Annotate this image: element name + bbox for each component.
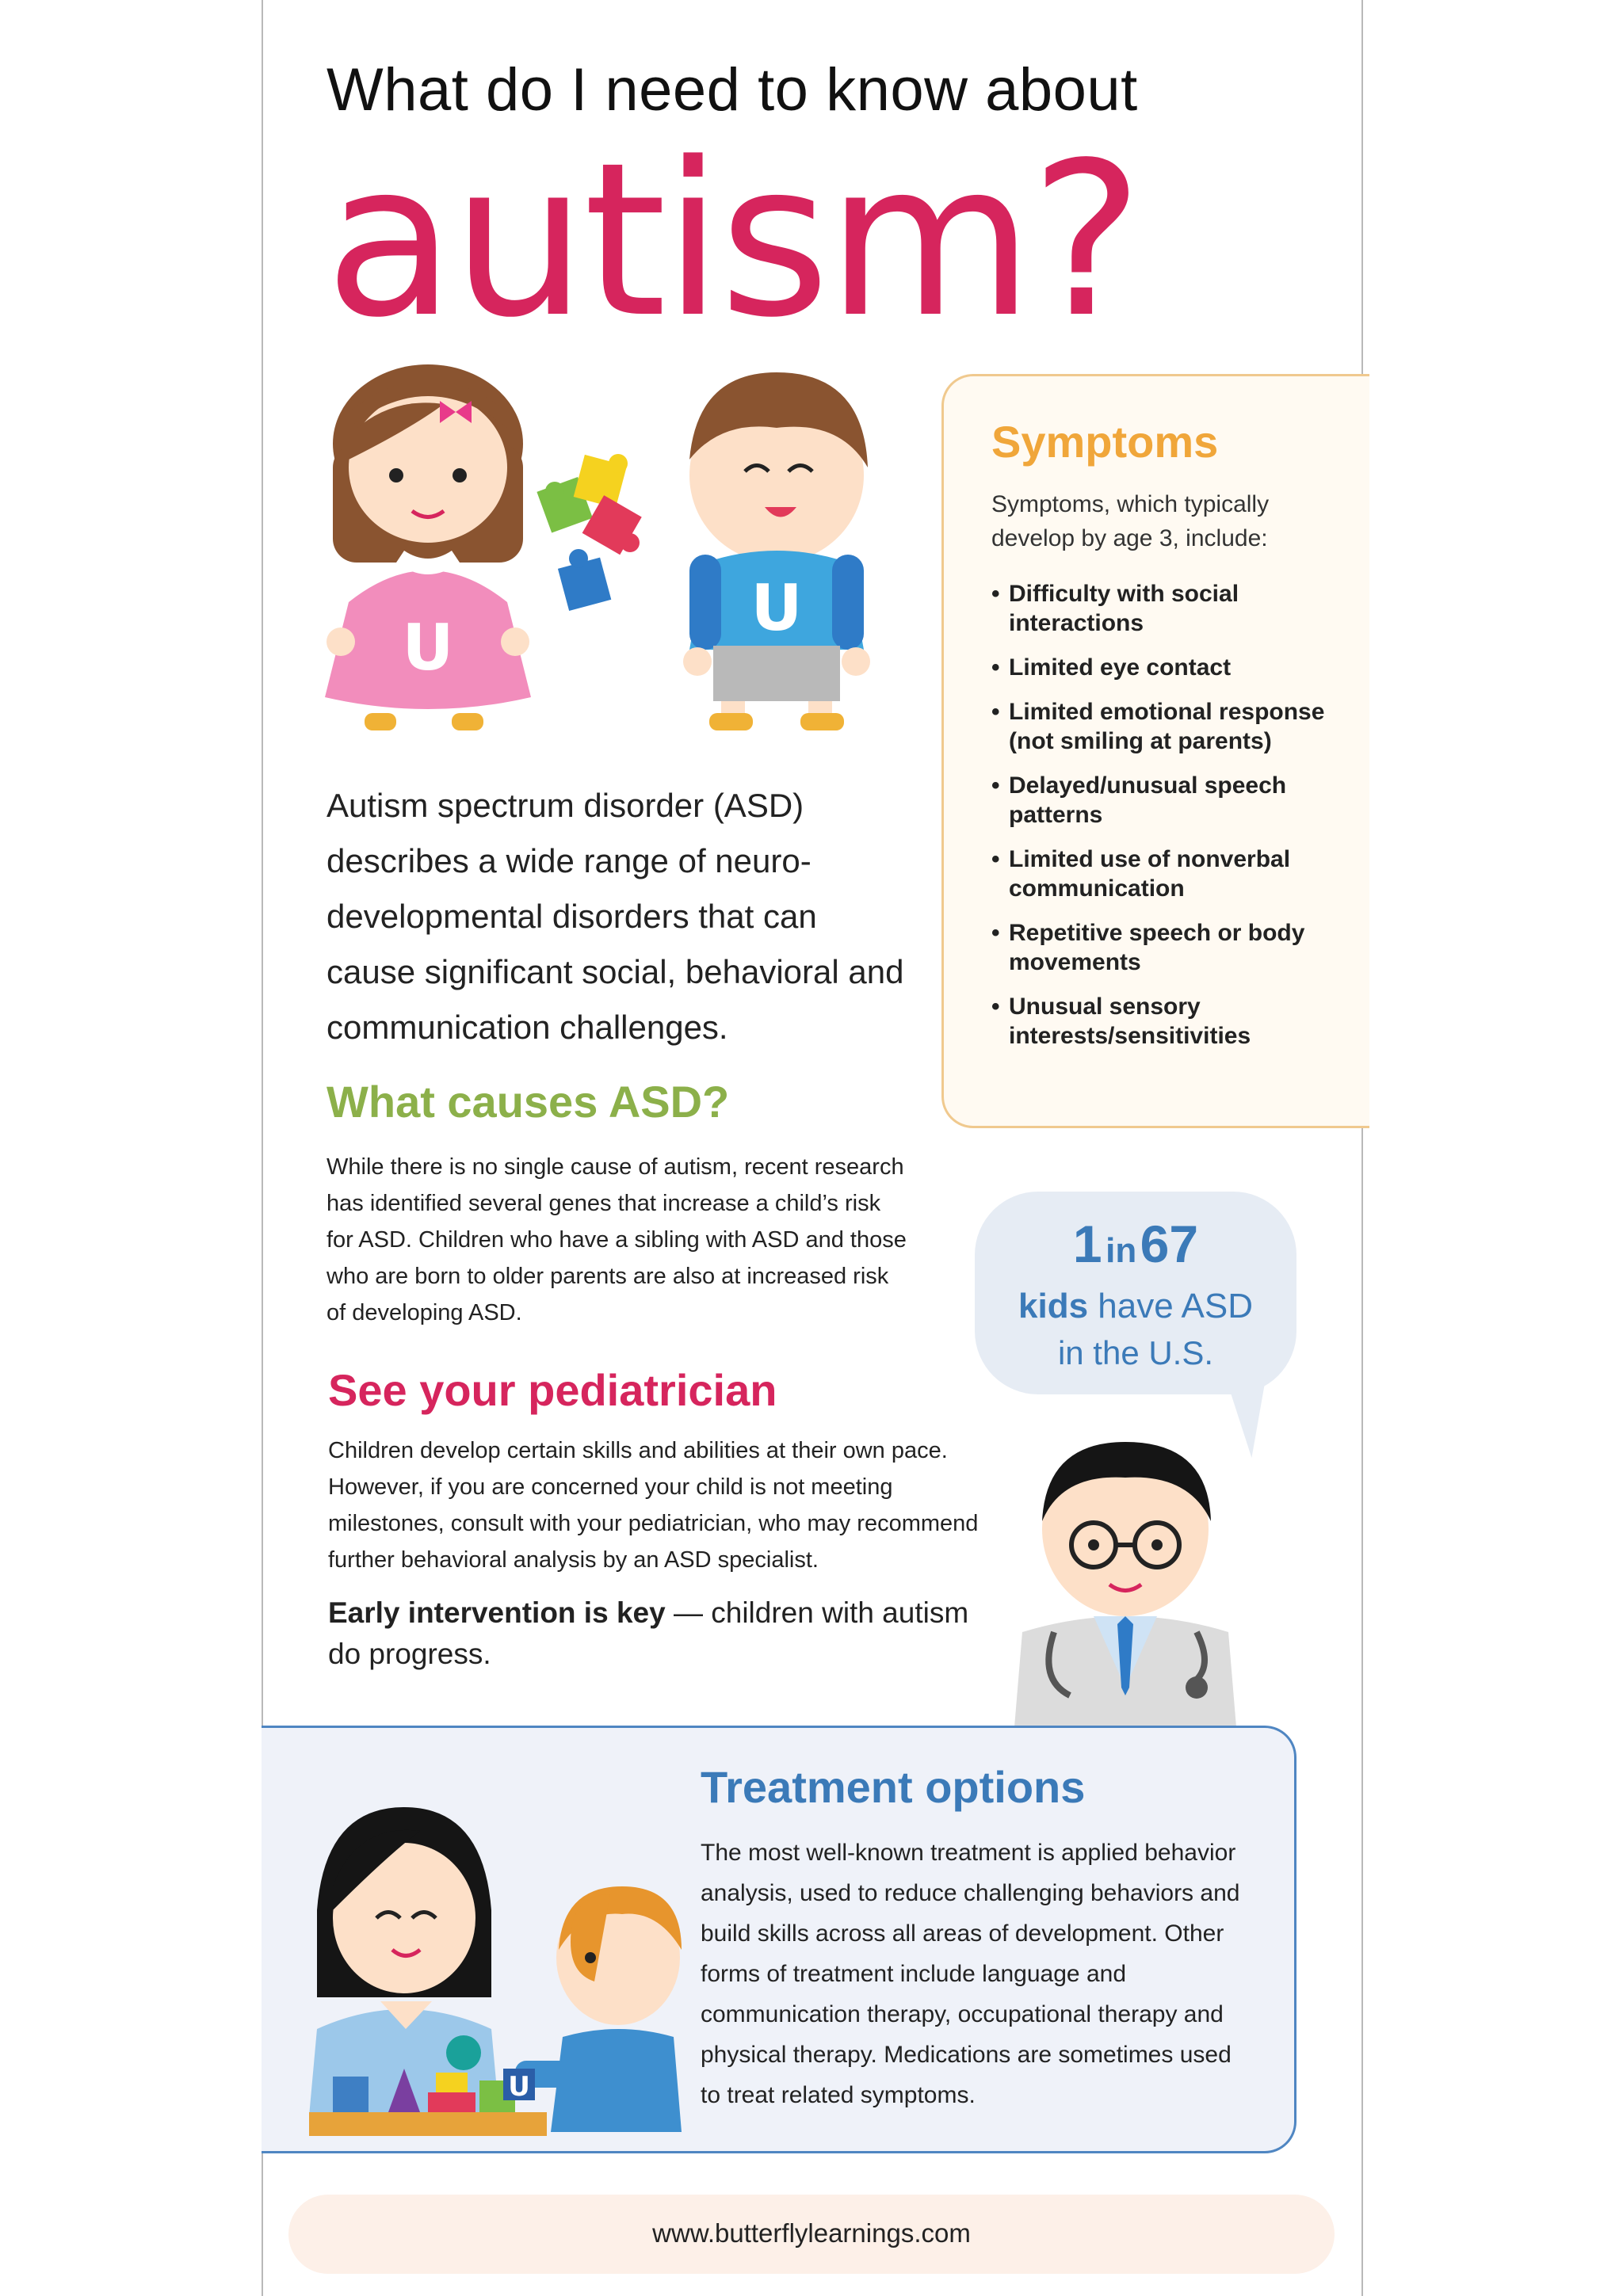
boy-shirt-letter: U [750, 571, 803, 645]
causes-body: While there is no single cause of autism, recent research has identified several genes that increase a child’s risk for ASD. Children who have a sibling with ASD and those who are born to older parents are also at increased risk of developing ASD. [327, 1154, 907, 1325]
girl-icon [325, 364, 531, 730]
early-intervention-bold: Early intervention is key [328, 1596, 666, 1629]
stat-line-2 [975, 1287, 1296, 1326]
heading-autism: autism? [325, 117, 1140, 364]
early-intervention-text [328, 1592, 978, 1675]
early-intervention-rest: — children with autism do progress. [328, 1596, 969, 1670]
stat-number-2: 67 [1140, 1215, 1199, 1273]
stat-speech-bubble [975, 1192, 1296, 1394]
treatment-title: Treatment options [701, 1762, 1086, 1812]
symptom-item: • Limited use of nonverbal communication [991, 845, 1356, 903]
puzzle-pieces-icon [537, 454, 641, 611]
symptoms-title: Symptoms [991, 417, 1219, 467]
symptoms-panel [941, 374, 1369, 1128]
symptom-item: • Repetitive speech or body movements [991, 918, 1356, 977]
treatment-body: The most well-known treatment is applied behavior analysis, used to reduce challenging behaviors and build skills across all areas of development. Other forms of treatment include language and communication therapy, occupational therapy and physical therapy. Medications are sometimes used to treat related symptoms. [701, 1840, 1240, 2108]
stat-line-3: in the U.S. [1057, 1334, 1214, 1371]
boy-icon [683, 372, 870, 730]
doctor-icon [1006, 1426, 1244, 1727]
causes-title: What causes ASD? [327, 1077, 730, 1127]
intro-paragraph: Autism spectrum disorder (ASD) describes a wide range of neuro-developmental disorders that can cause significant social, behavioral and communication challenges. [327, 787, 904, 1046]
symptom-item: • Limited eye contact [991, 653, 1356, 682]
treatment-panel [262, 1726, 1296, 2153]
symptoms-list [991, 579, 1356, 1066]
kids-illustration [317, 364, 903, 745]
symptoms-intro: Symptoms, which typically develop by age 3, include: [991, 491, 1270, 551]
child-icon [503, 1886, 682, 2132]
symptom-item: • Limited emotional response (not smiling at parents) [991, 697, 1356, 756]
pediatrician-title: See your pediatrician [328, 1365, 777, 1415]
symptom-item: • Delayed/unusual speech patterns [991, 771, 1356, 830]
stat-number-1: 1 [1072, 1215, 1102, 1273]
girl-shirt-letter: U [402, 611, 454, 685]
stat-kids: kids [1018, 1287, 1089, 1325]
heading-line: What do I need to know about [327, 56, 1138, 124]
symptom-item: • Unusual sensory interests/sensitivities [991, 992, 1356, 1051]
block-letter: U [508, 2071, 530, 2103]
pediatrician-body: Children develop certain skills and abilities at their own pace. However, if you are concerned your child is not meeting milestones, consult with your pediatrician, who may recommend further behavioral analysis by an ASD specialist. [328, 1438, 979, 1573]
therapist-child-illustration [309, 1799, 682, 2140]
symptom-item: • Difficulty with social interactions [991, 579, 1356, 638]
stat-line-1 [975, 1214, 1296, 1274]
stat-word-in: in [1106, 1231, 1137, 1270]
stat-have-asd: have ASD [1098, 1287, 1253, 1325]
footer-url: www.butterflylearnings.com [652, 2218, 971, 2248]
